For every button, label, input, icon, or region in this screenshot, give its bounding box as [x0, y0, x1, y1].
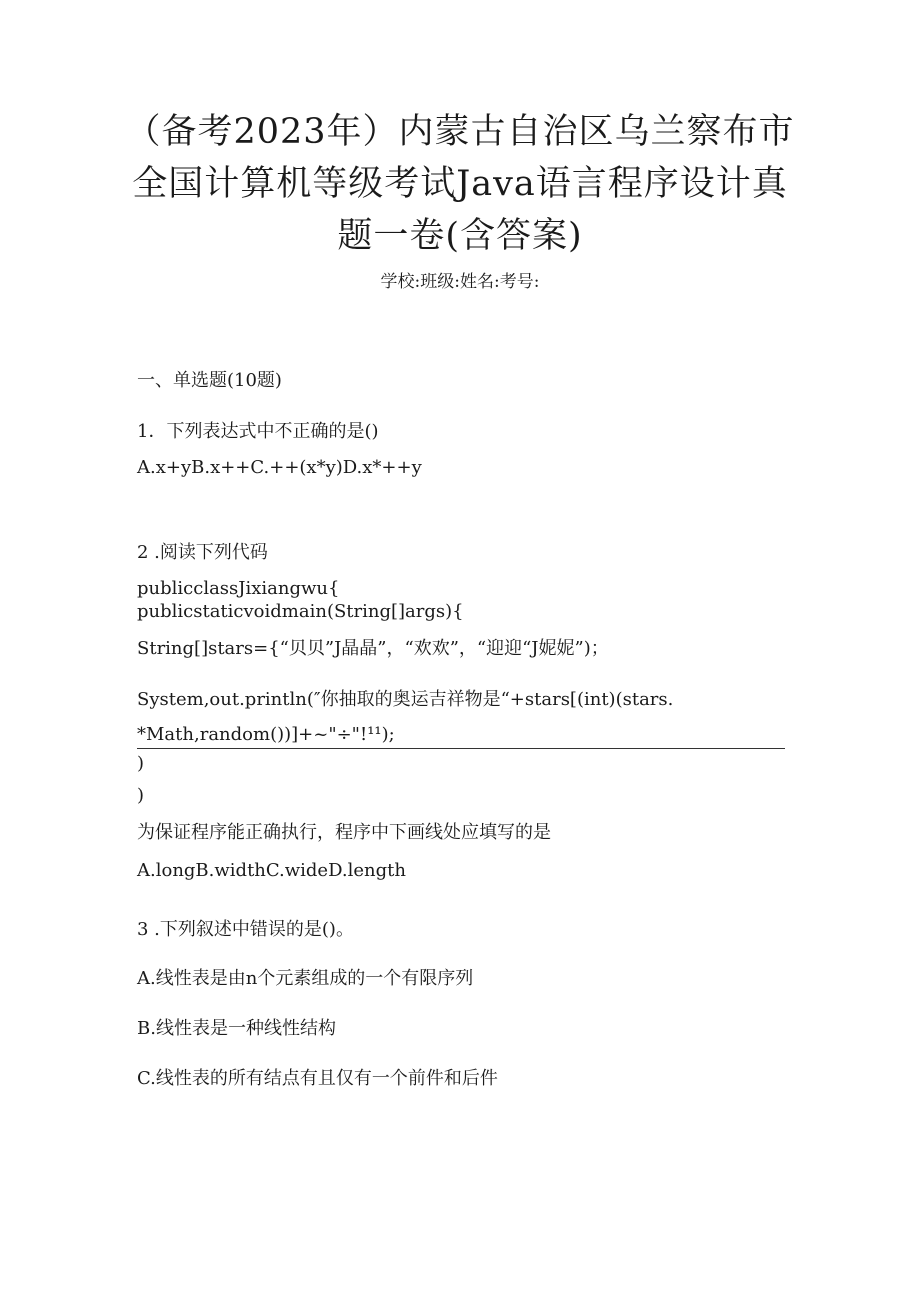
question-1-options: A.x+yB.x++C.++(x*y)D.x*++y [137, 457, 422, 478]
section-heading: 一、单选题(10题) [137, 370, 282, 391]
code-line-7: ) [137, 785, 145, 806]
question-3-option-b: B.线性表是一种线性结构 [137, 1018, 336, 1039]
code-line-4: System,out.println(″你抽取的奥运吉祥物是“+stars[(int)(stars. [137, 689, 674, 710]
title-line-2: 全国计算机等级考试Java语言程序设计真 [132, 164, 788, 204]
question-2-prompt: 为保证程序能正确执行，程序中下画线处应填写的是 [137, 822, 551, 843]
question-2-options: A.longB.widthC.wideD.length [137, 860, 406, 881]
document-title [0, 106, 920, 262]
code-line-6: ) [137, 753, 145, 774]
title-line-1: （备考2023年）内蒙古自治区乌兰察布市 [125, 112, 795, 152]
student-info-line: 学校:班级:姓名:考号: [380, 272, 540, 292]
fill-in-underline [137, 748, 785, 749]
code-line-2: publicstaticvoidmain(String[]args){ [137, 601, 464, 622]
question-1-stem: 1．下列表达式中不正确的是() [137, 421, 379, 442]
question-3-option-a: A.线性表是由n个元素组成的一个有限序列 [137, 968, 474, 989]
title-line-3: 题一卷(含答案) [337, 216, 583, 256]
question-3-stem: 3 .下列叙述中错误的是()。 [137, 919, 354, 940]
question-3-option-c: C.线性表的所有结点有且仅有一个前件和后件 [137, 1068, 498, 1089]
code-line-3: String[]stars={“贝贝”J晶晶”，“欢欢”，“迎迎“J妮妮”)； [137, 638, 609, 659]
code-line-1: publicclassJixiangwu{ [137, 578, 340, 599]
code-line-5: *Math,random())]+~"÷"!¹¹); [137, 724, 395, 745]
question-2-stem: 2 .阅读下列代码 [137, 542, 268, 563]
